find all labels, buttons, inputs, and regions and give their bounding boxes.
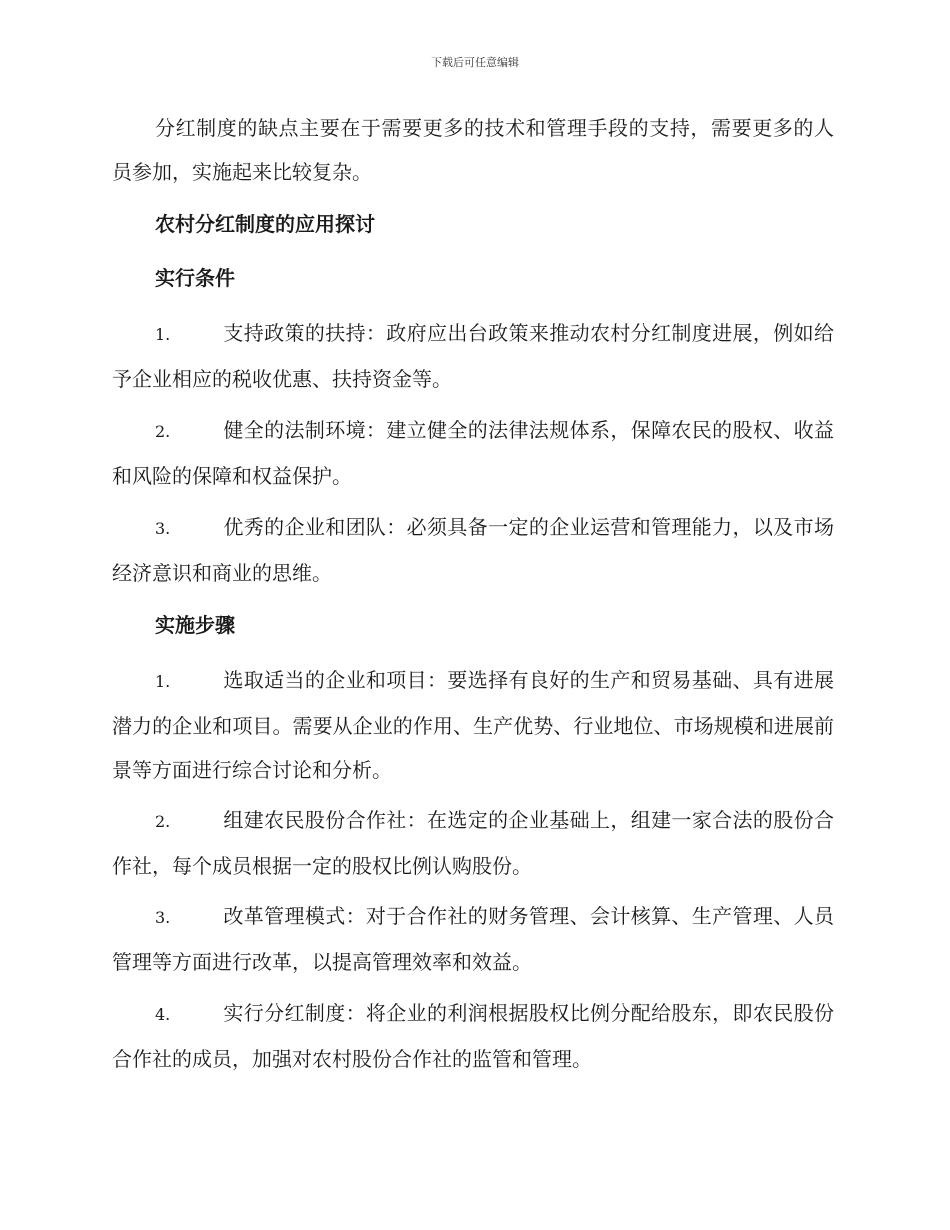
step-item-4: [112, 991, 834, 1081]
step-item-1: [112, 658, 834, 792]
condition-item-3: [112, 505, 834, 595]
list-number: 3.: [155, 519, 171, 538]
list-item-text: 实行分红制度：将企业的利润根据股权比例分配给股东，即农民股份合作社的成员，加强对农村股份合作社的监管和管理。: [112, 1001, 834, 1071]
step-item-2: [112, 798, 834, 888]
list-item-text: 选取适当的企业和项目：要选择有良好的生产和贸易基础、具有进展潜力的企业和项目。需要从企业的作用、生产优势、行业地位、市场规模和进展前景等方面进行综合讨论和分析。: [112, 668, 834, 782]
list-item-text: 优秀的企业和团队：必须具备一定的企业运营和管理能力，以及市场经济意识和商业的思维。: [112, 515, 834, 585]
list-item-text: 组建农民股份合作社：在选定的企业基础上，组建一家合法的股份合作社，每个成员根据一定的股权比例认购股份。: [112, 808, 834, 878]
conditions-heading: 实行条件: [155, 266, 235, 290]
list-number: 2.: [155, 422, 171, 441]
condition-item-1: [112, 311, 834, 401]
step-item-3: [112, 894, 834, 984]
list-number: 3.: [155, 908, 171, 927]
steps-heading: 实施步骤: [155, 613, 235, 637]
list-number: 1.: [155, 325, 171, 344]
list-number: 2.: [155, 812, 171, 831]
list-item-text: 支持政策的扶持：政府应出台政策来推动农村分红制度进展，例如给予企业相应的税收优惠、扶持资金等。: [112, 321, 834, 391]
list-number: 1.: [155, 672, 171, 691]
list-item-text: 改革管理模式：对于合作社的财务管理、会计核算、生产管理、人员管理等方面进行改革，以提高管理效率和效益。: [112, 904, 834, 974]
section-heading: 农村分红制度的应用探讨: [155, 212, 375, 236]
page-header: 下载后可任意编辑: [431, 56, 519, 69]
list-number: 4.: [155, 1005, 171, 1024]
condition-item-2: [112, 408, 834, 498]
list-item-text: 健全的法制环境：建立健全的法律法规体系，保障农民的股权、收益和风险的保障和权益保护。: [112, 418, 834, 488]
intro-paragraph: 分红制度的缺点主要在于需要更多的技术和管理手段的支持，需要更多的人员参加，实施起来比较复杂。: [112, 116, 834, 184]
